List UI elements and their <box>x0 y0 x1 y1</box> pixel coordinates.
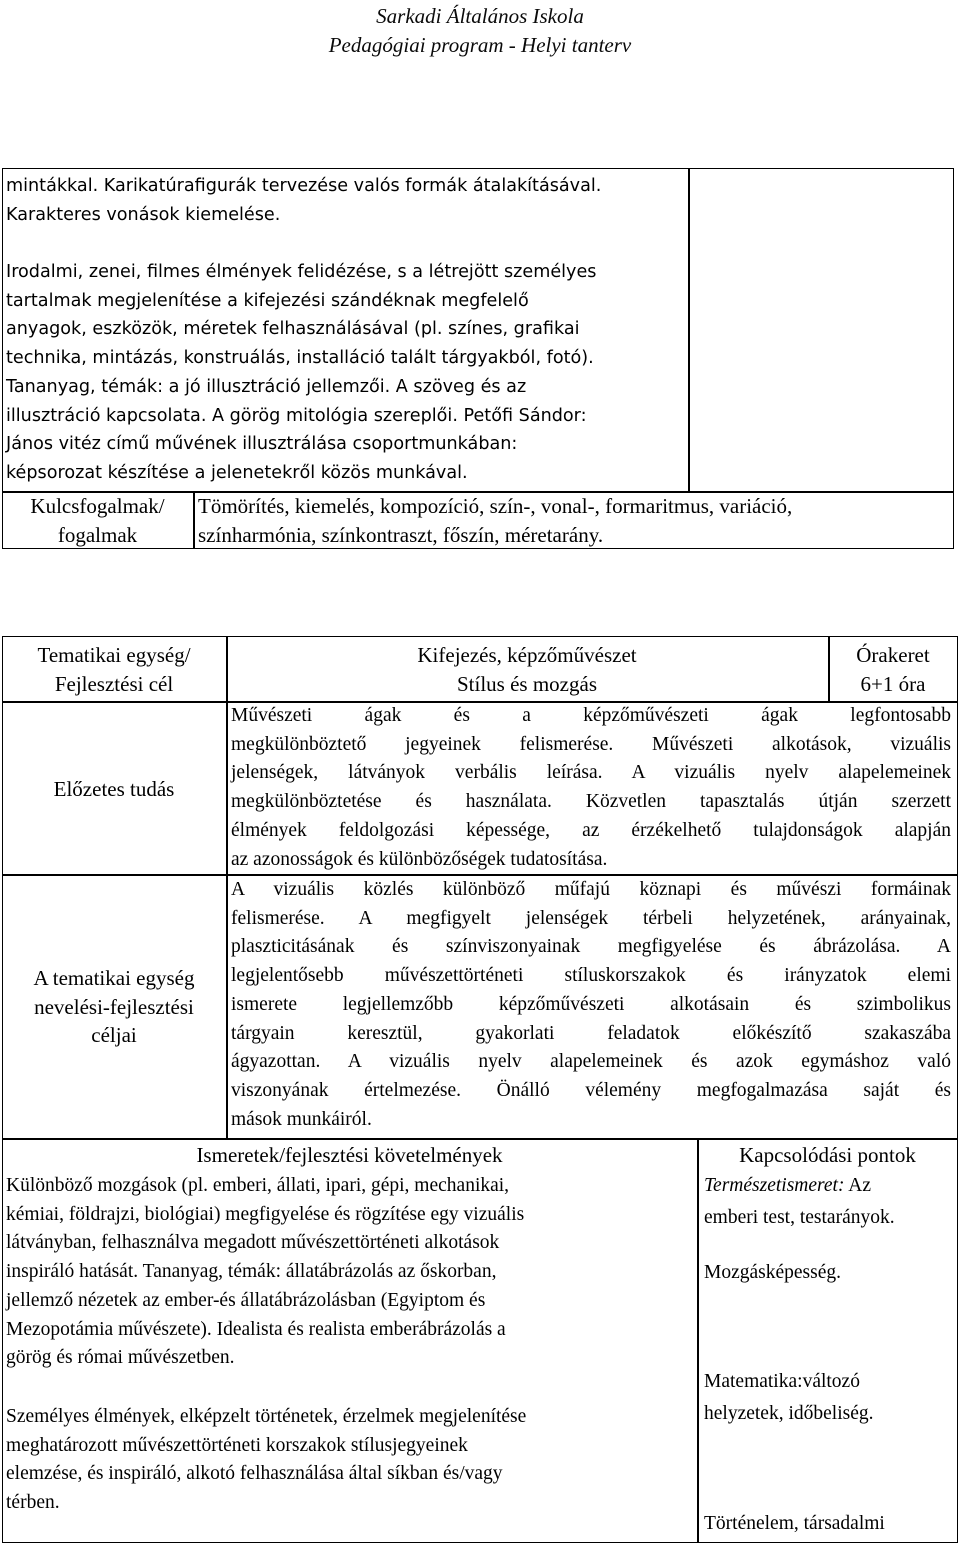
connections-header: Kapcsolódási pontok <box>739 1143 916 1167</box>
unit-label: Tematikai egység/ Fejlesztési cél <box>37 643 191 696</box>
key-concepts-text: Tömörítés, kiemelés, kompozíció, szín-, vonal-, formaritmus, variáció, színharmónia, színkontraszt, főszín, méretarány. <box>198 494 793 547</box>
document-subtitle: Pedagógiai program - Helyi tanterv <box>328 33 632 57</box>
hours-frame <box>828 641 958 698</box>
requirements-header: Ismeretek/fejlesztési követelmények <box>196 1143 503 1167</box>
hours-value: 6+1 óra <box>860 671 926 696</box>
goals-label: A tematikai egység nevelési-fejlesztési céljai <box>33 966 195 1048</box>
connection-math: Matematika:változó helyzetek, időbeliség. <box>704 1371 874 1424</box>
school-name: Sarkadi Általános Iskola <box>376 4 584 28</box>
continuation-text: mintákkal. Karikatúrafigurák tervezése valós formák átalakításával. Karakteres vonások kiemelése. <box>6 176 602 225</box>
unit-title: Kifejezés, képzőművészet Stílus és mozgás <box>417 643 637 696</box>
hours-label: Órakeret <box>856 643 930 667</box>
requirements-paragraph-1: Különböző mozgások (pl. emberi, állati, ipari, gépi, mechanikai, kémiai, földrajzi, biológiai) megfigyelése és rögzítése egy vizuális látványban, felhasználva megadott művészettörténeti alkotások inspiráló hatását. Tananyag, témák: állatábrázolás az őskorban, jellemző nézetek az ember-és állatábrázolásban (Egyiptom és Mezopotámia művészete). Idealista és realista emberábrázolás a görög és római művészetben. <box>6 1175 525 1369</box>
requirements-paragraph-2: Személyes élmények, elképzelt történetek, érzelmek megjelenítése meghatározott művészettörténeti korszakok stílusjegyeinek elemzése, és inspiráló, alkotó felhasználása által síkban és/vagy térben. <box>6 1406 527 1514</box>
connection-movement: Mozgásképesség. <box>704 1262 842 1283</box>
connection-history: Történelem, társadalmi <box>704 1513 885 1534</box>
activity-paragraph: Irodalmi, zenei, filmes élmények felidézése, s a létrejött személyes tartalmak megjelenítése a kifejezési szándéknak megfelelő anyagok, eszközök, méretek felhasználásával (pl. színes, grafikai technika, mintázás, konstruálás, installáció talált tárgyakból, fotó). Tananyag, témák: a jó illusztráció jellemzői. A szöveg és az illusztráció kapcsolata. A görög mitológia szereplői. Petőfi Sándor: János vitéz című művének illusztrálása csoportmunkában: képsorozat készítése a jelenetekről közös munkával. <box>6 262 597 483</box>
prior-knowledge-text: Művészeti ágak és a képzőművészeti ágak legfontosabb megkülönböztető jegyeinek felismerése. Művészeti alkotások, vizuális jelenségek, látványok verbális leírása. A vizuális nyelv alapelemeinek megkülönböztetése és használata. Közvetlen tapasztalás útján szerzett élmények feldolgozási képessége, az érzékelhető tulajdonságok alapján az azonosságok és különbözőségek tudatosítása. <box>231 705 951 870</box>
prior-knowledge-label: Előzetes tudás <box>53 777 175 801</box>
goals-text: A vizuális közlés különböző műfajú köznapi és művészi formáinak felismerése. A megfigyelt jelenségek térbeli helyzetének, arányainak, plaszticitásának és színviszonyainak megfigyelése és ábrázolása. A legjelentősebb művészettörténeti stíluskorszakok és irányzatok elemi ismerete legjellemzőbb képzőművészeti alkotásain és szimbolikus tárgyain keresztül, gyakorlati feladatok előkészítő szakaszába ágyazottan. A vizuális nyelv alapelemeinek és azok egymáshoz való viszonyának értelmezése. Önálló vélemény megfogalmazása saját és mások munkáiról. <box>231 879 951 1130</box>
connection-science: Természetismeret: Az emberi test, testarányok. <box>704 1175 895 1228</box>
key-concepts-label: Kulcsfogalmak/ fogalmak <box>30 494 165 547</box>
